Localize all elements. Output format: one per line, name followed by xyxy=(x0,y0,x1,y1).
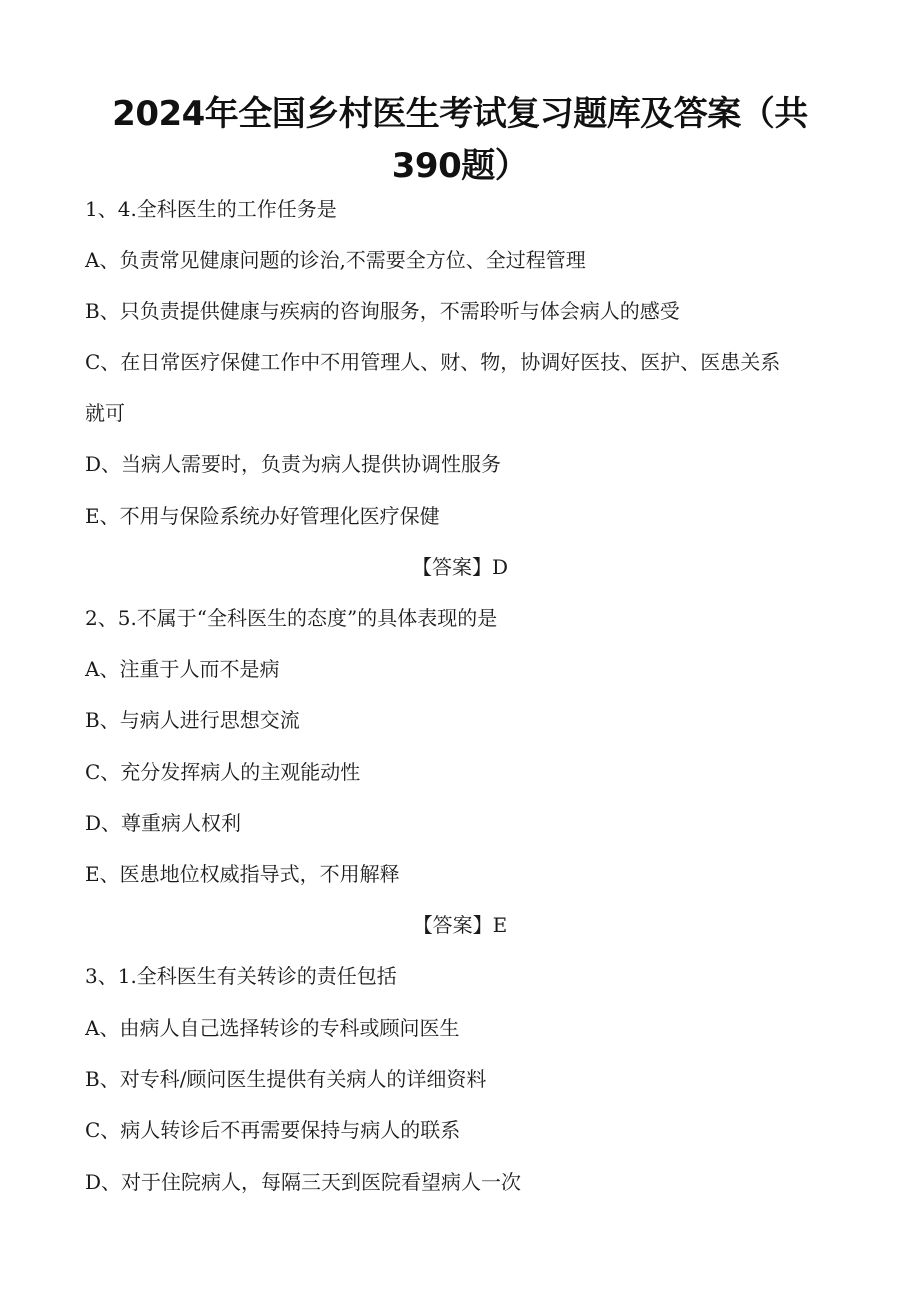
question-2-stem: 2、5.不属于“全科医生的态度”的具体表现的是 xyxy=(85,606,498,630)
question-3-option-a: A、由病人自己选择转诊的专科或顾问医生 xyxy=(85,1016,460,1040)
question-1-option-b: B、只负责提供健康与疾病的咨询服务，不需聆听与体会病人的感受 xyxy=(85,299,680,323)
question-1-option-c: C、在日常医疗保健工作中不用管理人、财、物，协调好医技、医护、医患关系 xyxy=(85,350,781,374)
question-3-option-c: C、病人转诊后不再需要保持与病人的联系 xyxy=(85,1118,461,1142)
question-2-option-b: B、与病人进行思想交流 xyxy=(85,708,300,732)
title-line-2: 390题） xyxy=(391,146,529,186)
question-1-option-d: D、当病人需要时，负责为病人提供协调性服务 xyxy=(85,452,502,476)
question-3-option-d: D、对于住院病人，每隔三天到医院看望病人一次 xyxy=(85,1170,522,1194)
question-3-option-b: B、对专科/顾问医生提供有关病人的详细资料 xyxy=(85,1067,487,1091)
question-1-option-e: E、不用与保险系统办好管理化医疗保健 xyxy=(85,504,440,528)
document-title xyxy=(60,88,860,192)
question-1-option-c-continued: 就可 xyxy=(85,401,125,425)
question-1-stem: 1、4.全科医生的工作任务是 xyxy=(85,197,337,221)
question-2-answer: 【答案】E xyxy=(412,913,508,937)
question-2-option-d: D、尊重病人权利 xyxy=(85,811,242,835)
title-line-1: 2024年全国乡村医生考试复习题库及答案（共 xyxy=(112,94,808,134)
question-3-stem: 3、1.全科医生有关转诊的责任包括 xyxy=(85,964,397,988)
question-2-option-a: A、注重于人而不是病 xyxy=(85,657,280,681)
question-1-option-a: A、负责常见健康问题的诊治,不需要全方位、全过程管理 xyxy=(85,248,586,272)
question-2-option-e: E、医患地位权威指导式，不用解释 xyxy=(85,862,400,886)
question-1-answer: 【答案】D xyxy=(411,555,509,579)
question-2-option-c: C、充分发挥病人的主观能动性 xyxy=(85,760,361,784)
